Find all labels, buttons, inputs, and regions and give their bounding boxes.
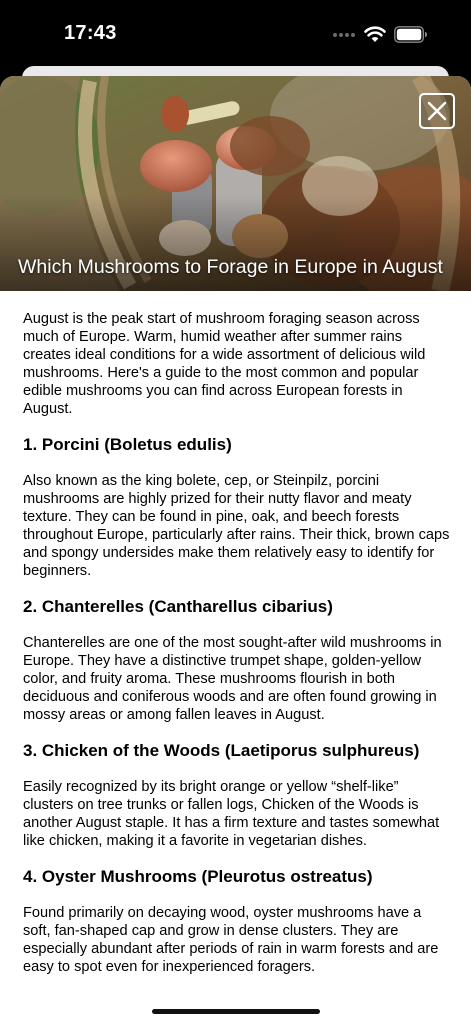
section-heading-oyster-mushrooms: 4. Oyster Mushrooms (Pleurotus ostreatus)	[23, 867, 373, 886]
home-indicator[interactable]	[152, 1009, 320, 1014]
section-body-oyster-mushrooms: Found primarily on decaying wood, oyster mushrooms have a soft, fan-shaped cap and grow in dense clusters. They are especially abundant after periods of rain in warm forests and are easy to spot even for inexperienced foragers.	[23, 905, 439, 975]
article-intro: August is the peak start of mushroom foraging season across much of Europe. Warm, humid weather after summer rains creates ideal conditions for a wide assortment of delicious wild mushrooms. Here's a guide to the most common and popular edible mushrooms you can find across European forests in August.	[23, 311, 426, 417]
section-body-chanterelles: Chanterelles are one of the most sought-after wild mushrooms in Europe. They have a distinctive trumpet shape, golden-yellow color, and fruity aroma. These mushrooms flourish in both deciduous and coniferous woods and are often found growing in mossy areas or among fallen leaves in August.	[23, 635, 442, 723]
cellular-dots-icon	[333, 33, 355, 37]
battery-icon	[394, 26, 428, 43]
section-body-porcini: Also known as the king bolete, cep, or Steinpilz, porcini mushrooms are highly prized for their nutty flavor and meaty texture. They can be found in pine, oak, and beech forests throughout Europe, particularly after rains. Their thick, brown caps and spongy undersides make them relatively easy to identify for beginners.	[23, 473, 450, 579]
close-button[interactable]	[419, 93, 455, 129]
article-title: Which Mushrooms to Forage in Europe in August	[18, 256, 443, 278]
section-heading-chanterelles: 2. Chanterelles (Cantharellus cibarius)	[23, 597, 333, 616]
status-time: 17:43	[64, 22, 117, 44]
hero-header	[0, 76, 471, 291]
section-body-chicken-of-the-woods: Easily recognized by its bright orange or yellow “shelf-like” clusters on tree trunks or fallen logs, Chicken of the Woods is another August staple. It has a firm texture and tastes somewhat like chicken, making it a favorite in vegetarian dishes.	[23, 779, 440, 849]
section-heading-chicken-of-the-woods: 3. Chicken of the Woods (Laetiporus sulphureus)	[23, 741, 420, 760]
wifi-icon	[364, 25, 386, 43]
close-icon	[427, 101, 447, 121]
status-bar	[0, 0, 471, 66]
section-heading-porcini: 1. Porcini (Boletus edulis)	[23, 435, 232, 454]
article-card[interactable]	[0, 76, 471, 1024]
article-body	[0, 291, 471, 976]
